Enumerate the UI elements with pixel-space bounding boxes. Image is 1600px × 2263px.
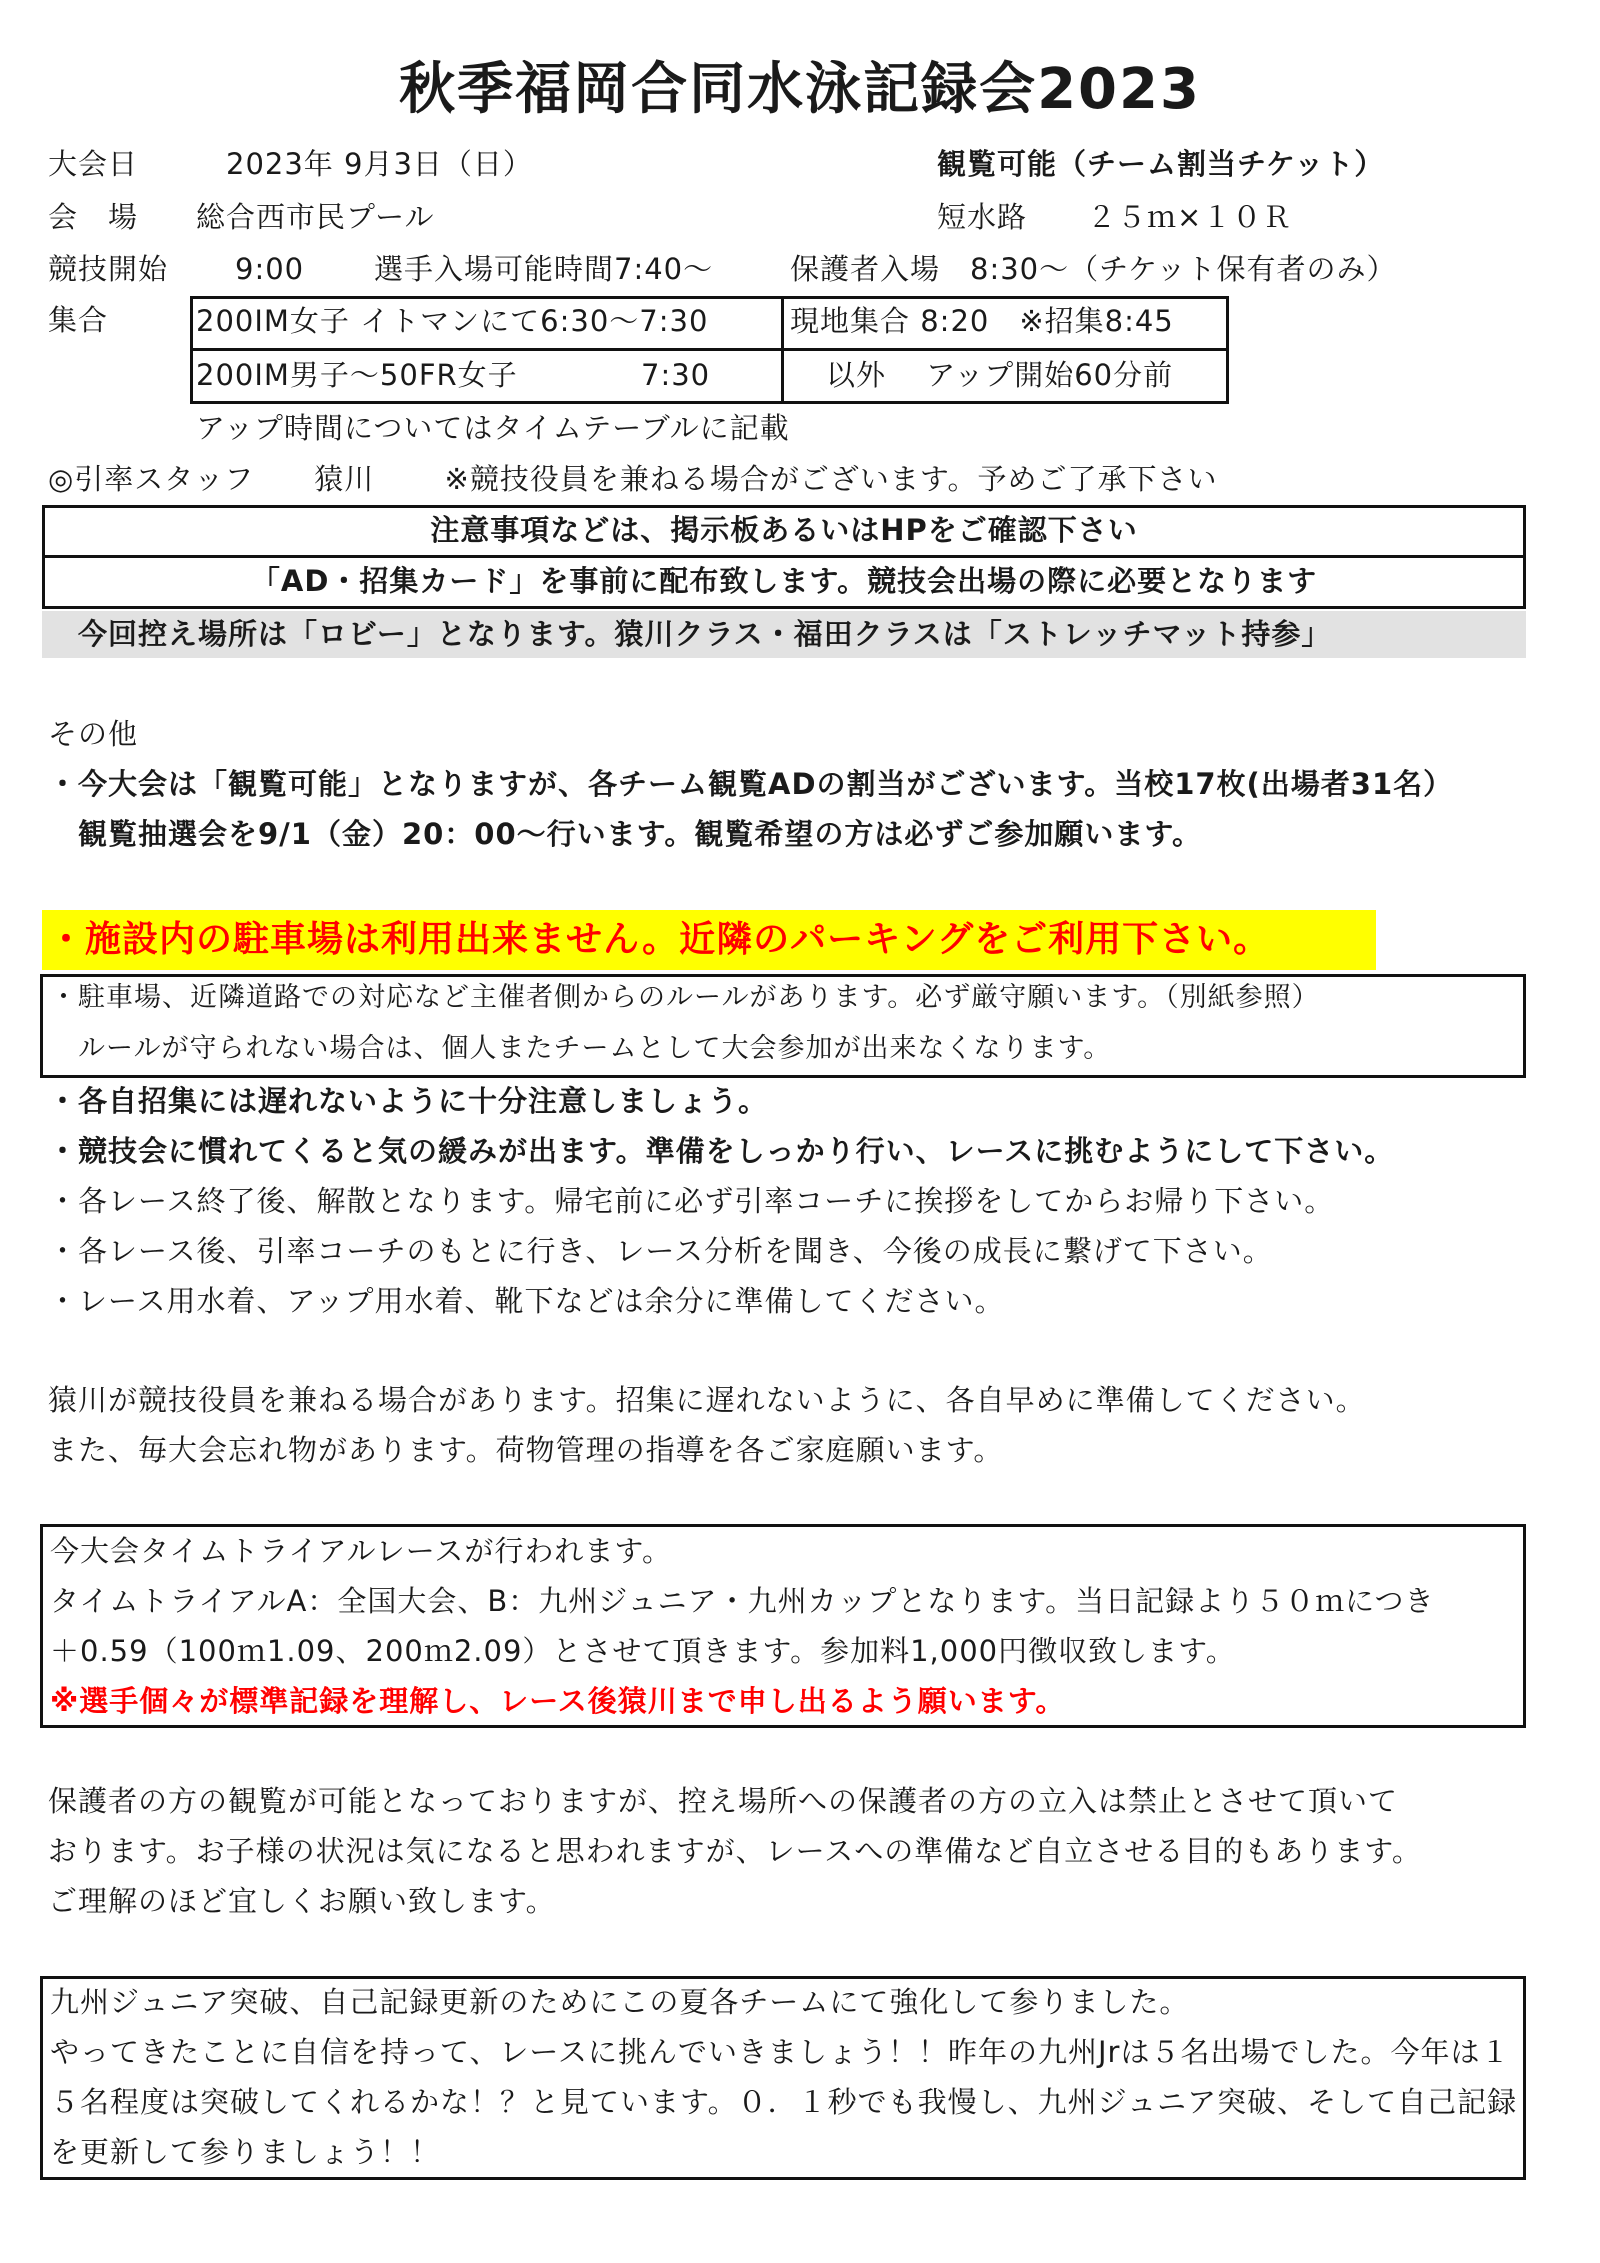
gather-row2-time: 7:30: [641, 358, 711, 392]
rule-item-1: ・各自招集には遅れないように十分注意しましょう。: [48, 1084, 769, 1118]
gather-row1-right: 現地集合 8:20 ※招集8:45: [790, 304, 1174, 338]
date-label: 大会日: [48, 147, 139, 181]
guardian-note-line-3: ご理解のほど宜しくお願い致します。: [48, 1884, 556, 1918]
closing-line-3: ５名程度は突破してくれるかな！？と見ています。０．１秒でも我慢し、九州ジュニア突破、そして自己記録: [50, 2085, 1518, 2119]
notice-line-3: 今回控え場所は「ロビー」となります。猿川クラス・福田クラスは「ストレッチマット持参」: [78, 617, 1332, 651]
official-note-line-1: 猿川が競技役員を兼ねる場合があります。招集に遅れないように、各自早めに準備してください。: [48, 1383, 1366, 1417]
official-note-line-2: また、毎大会忘れ物があります。荷物管理の指導を各ご家庭願います。: [48, 1433, 1004, 1467]
viewing-status: 観覧可能（チーム割当チケット）: [937, 147, 1385, 181]
date-value: 2023年 9月3日（日）: [226, 147, 533, 181]
notice-line-1: 注意事項などは、掲示板あるいはHPをご確認下さい: [430, 513, 1138, 547]
notice-box-divider: [42, 555, 1526, 558]
gather-row2-left: 200IM男子～50FR女子: [196, 358, 518, 392]
athlete-entry-time: 選手入場可能時間7:40～: [374, 252, 714, 286]
rule-item-4: ・各レース後、引率コーチのもとに行き、レース分析を聞き、今後の成長に繋げて下さい。: [48, 1234, 1273, 1268]
start-time: 9:00: [235, 252, 305, 286]
course-info: 短水路 ２５ｍ×１０Ｒ: [937, 200, 1293, 234]
rule-item-2: ・競技会に慣れてくると気の緩みが出ます。準備をしっかり行い、レースに挑むようにして下さい。: [48, 1134, 1395, 1168]
notice-line-2: 「AD・招集カード」を事前に配布致します。競技会出場の際に必要となります: [250, 564, 1318, 598]
start-label: 競技開始: [48, 252, 169, 286]
closing-line-4: を更新して参りましょう！！: [50, 2135, 441, 2169]
gather-row1-left: 200IM女子 イトマンにて6:30～7:30: [196, 304, 709, 338]
others-heading: その他: [48, 717, 139, 751]
rule-item-5: ・レース用水着、アップ用水着、靴下などは余分に準備してください。: [48, 1284, 1005, 1318]
guardian-entry: 保護者入場 8:30～（チケット保有者のみ）: [790, 252, 1397, 286]
guardian-note-line-2: おります。お子様の状況は気になると思われますが、レースへの準備など自立させる目的もあります。: [48, 1834, 1422, 1868]
time-trial-line-1: 今大会タイムトライアルレースが行われます。: [50, 1534, 673, 1568]
rule-item-3: ・各レース終了後、解散となります。帰宅前に必ず引率コーチに挨拶をしてからお帰り下さい。: [48, 1184, 1335, 1218]
parking-line-2: ルールが守られない場合は、個人またチームとして大会参加が出来なくなります。: [78, 1033, 1112, 1064]
others-line-1: ・今大会は「観覧可能」となりますが、各チーム観覧ADの割当がございます。当校17枚(出場者31名）: [48, 767, 1454, 801]
parking-headline: ・施設内の駐車場は利用出来ません。近隣のパーキングをご利用下さい。: [48, 919, 1271, 960]
staff-line: ◎引率スタッフ 猿川 ※競技役員を兼ねる場合がございます。予めご了承下さい: [48, 462, 1218, 496]
time-trial-warning: ※選手個々が標準記録を理解し、レース後猿川まで申し出るよう願います。: [50, 1684, 1066, 1718]
gather-row2-right: 以外 アップ開始60分前: [826, 358, 1174, 392]
others-line-2: 観覧抽選会を9/1（金）20：00～行います。観覧希望の方は必ずご参加願います。: [78, 817, 1203, 851]
guardian-note-line-1: 保護者の方の観覧が可能となっておりますが、控え場所への保護者の方の立入は禁止とさせて頂いて: [48, 1784, 1399, 1818]
venue-label: 会 場: [48, 200, 139, 234]
page-title: 秋季福岡合同水泳記録会2023: [399, 57, 1201, 122]
warmup-note: アップ時間についてはタイムテーブルに記載: [196, 411, 790, 445]
parking-line-1: ・駐車場、近隣道路での対応など主催者側からのルールがあります。必ず厳守願います。（別紙参照）: [50, 982, 1320, 1013]
gather-table-col-divider: [781, 296, 784, 404]
closing-line-2: やってきたことに自信を持って、レースに挑んでいきましょう！！昨年の九州Jrは５名出場でした。今年は１: [50, 2035, 1511, 2069]
venue-value: 総合西市民プール: [196, 200, 435, 234]
gather-table-divider: [190, 348, 1229, 351]
gather-label: 集合: [48, 303, 109, 337]
closing-line-1: 九州ジュニア突破、自己記録更新のためにこの夏各チームにて強化して参りました。: [50, 1985, 1190, 2019]
time-trial-line-3: ＋0.59（100ｍ1.09、200ｍ2.09）とさせて頂きます。参加料1,000円徴収致します。: [50, 1634, 1236, 1668]
time-trial-line-2: タイムトライアルA：全国大会、B：九州ジュニア・九州カップとなります。当日記録より５０ｍにつき: [50, 1584, 1435, 1618]
